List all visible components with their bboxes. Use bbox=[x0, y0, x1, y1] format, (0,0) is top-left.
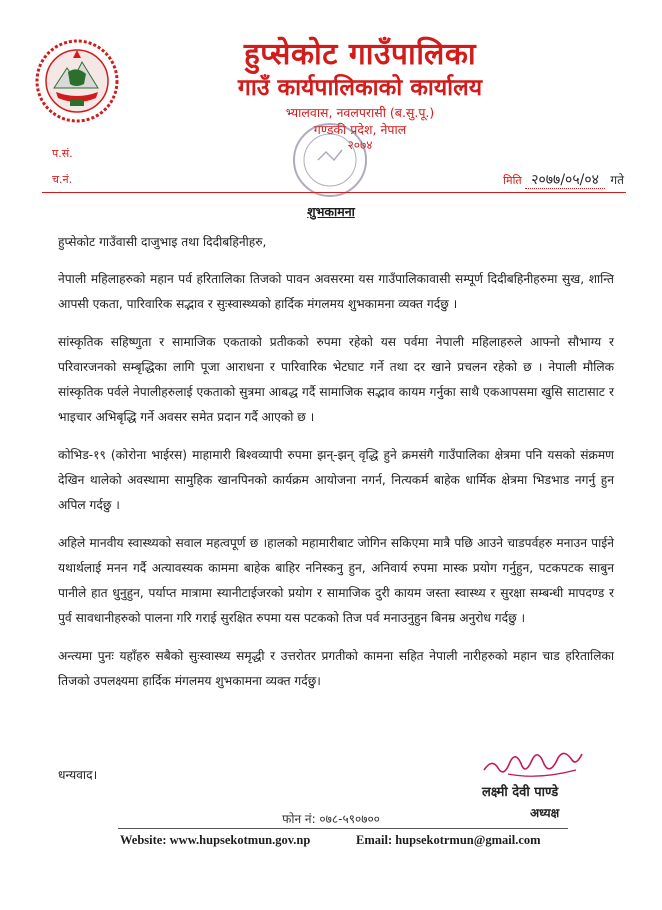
org-province: गण्डकी प्रदेश, नेपाल bbox=[313, 122, 407, 137]
nepal-emblem-icon bbox=[34, 38, 120, 124]
signatory-name: लक्ष्मी देवी पाण्डे bbox=[482, 785, 559, 800]
signature-icon bbox=[478, 740, 588, 784]
reference-cn-label: च.नं. bbox=[52, 173, 73, 186]
letter-subject-text: शुभकामना bbox=[307, 204, 355, 219]
date-suffix: गते bbox=[610, 173, 624, 187]
letter-paragraph-4: अहिले मानवीय स्वास्थ्यको सवाल महत्वपूर्ण छ ।हालको महामारीबाट जोगिन सकिएमा मात्रै पछि आउने चाडपर्वहरु मनाउन पाईने यथार्थलाई मनन गर्दै अत्यावस्यक काममा बाहेक बाहिर ननिस्कनु हुन, अनिवार्य रुपमा मास्क प्रयोग गर्नुहुन, पटकपटक साबुन पानीले हात धुनुहुन, पर्याप्त मात्रामा स्यानीटाईजरको प्रयोग र सामाजिक दुरी कायम जस्ता स्वास्थ्य र सुरक्षा सम्बन्धी मापदण्ड र पुर्व सावधानीहरुको पालना गरि गराई सुरक्षित रुपमा यस पटकको तिज पर्व मनाउनुहुन बिनम्र अनुरोध गर्दछु । bbox=[58, 536, 614, 625]
office-stamp-icon bbox=[290, 120, 370, 200]
reference-ps-label: प.सं. bbox=[52, 147, 73, 160]
date-label: मिति bbox=[503, 174, 522, 187]
org-address: भ्यालवास, नवलपरासी (ब.सु.पू.) bbox=[285, 105, 435, 120]
reference-ps bbox=[52, 146, 73, 161]
date-row bbox=[503, 170, 624, 189]
letter-salutation: हुप्सेकोट गाउँवासी दाजुभाइ तथा दिदीबहिनीहरु, bbox=[58, 235, 267, 249]
date-value: २०७७/०५/०४ bbox=[525, 172, 605, 189]
letter-paragraph-3: कोभिड-१९ (कोरोना भाईरस) माहामारी बिश्वव्यापी रुपमा झन्-झन् वृद्धि हुने क्रमसंगै गाउँपालिका क्षेत्रमा पनि यसको संक्रमण देखिन थालेको अवस्थामा सामुहिक खानपिनको कार्यक्रम आयोजना नगर्न, नित्यकर्म बाहेक धार्मिक क्षेत्रमा भिडभाड नगर्नु हुन अपिल गर्दछु । bbox=[58, 448, 614, 512]
letter-paragraph-2: सांस्कृतिक सहिष्णुता र सामाजिक एकताको प्रतीकको रुपमा रहेको यस पर्वमा नेपाली महिलाहरुले आफ्नो सौभाग्य र परिवारजनको सम्बृद्धिका लागि पूजा आराधना र पारिवारिक भेटघाट गर्ने तथा दर खाने प्रचलन रहेको छ । नेपाली मौलिक सांस्कृतिक पर्वले नेपालीहरुलाई एकताको सुत्रमा आबद्ध गर्दै सामाजिक सद्भाव कायम गर्नुका साथै एकआपसमा खुसि साटासाट र भाइचार अभिबृद्धि गर्ने अवसर समेत प्रदान गर्दै आएको छ । bbox=[58, 335, 614, 424]
letter-paragraph-5: अन्त्यमा पुनः यहाँहरु सबैको सुःस्वास्थ्य समृद्धी र उत्तरोतर प्रगतीको कामना सहित नेपाली नारीहरुको महान चाड हरितालिका तिजको उपलक्ष्यमा हार्दिक मंगलमय शुभकामना व्यक्त गर्दछु। bbox=[58, 649, 614, 688]
footer-phone: फोन नं: ०७८-५९०७०० bbox=[282, 812, 380, 826]
footer-divider bbox=[118, 828, 568, 829]
org-title: हुप्सेकोट गाउँपालिका bbox=[243, 37, 477, 72]
letter-closing: धन्यवाद। bbox=[58, 768, 98, 782]
letter-body bbox=[58, 230, 614, 707]
org-year: २०७४ bbox=[347, 138, 373, 152]
footer-website: Website: www.hupsekotmun.gov.np bbox=[120, 833, 311, 847]
reference-cn bbox=[52, 172, 72, 187]
org-subtitle: गाउँ कार्यपालिकाको कार्यालय bbox=[237, 75, 483, 101]
letter-subject bbox=[0, 203, 662, 220]
letter-paragraph-1: नेपाली महिलाहरुको महान पर्व हरितालिका तिजको पावन अवसरमा यस गाउँपालिकावासी सम्पूर्ण दिदीबहिनीहरुमा सुख, शान्ति आपसी एकता, पारिवारिक सद्भाव र सुःस्वास्थ्यको हार्दिक मंगलमय शुभकामना व्यक्त गर्दछु । bbox=[58, 272, 614, 311]
footer-email: Email: hupsekotrmun@gmail.com bbox=[356, 833, 541, 847]
signatory-title: अध्यक्ष bbox=[530, 806, 560, 820]
header-divider bbox=[42, 192, 626, 193]
